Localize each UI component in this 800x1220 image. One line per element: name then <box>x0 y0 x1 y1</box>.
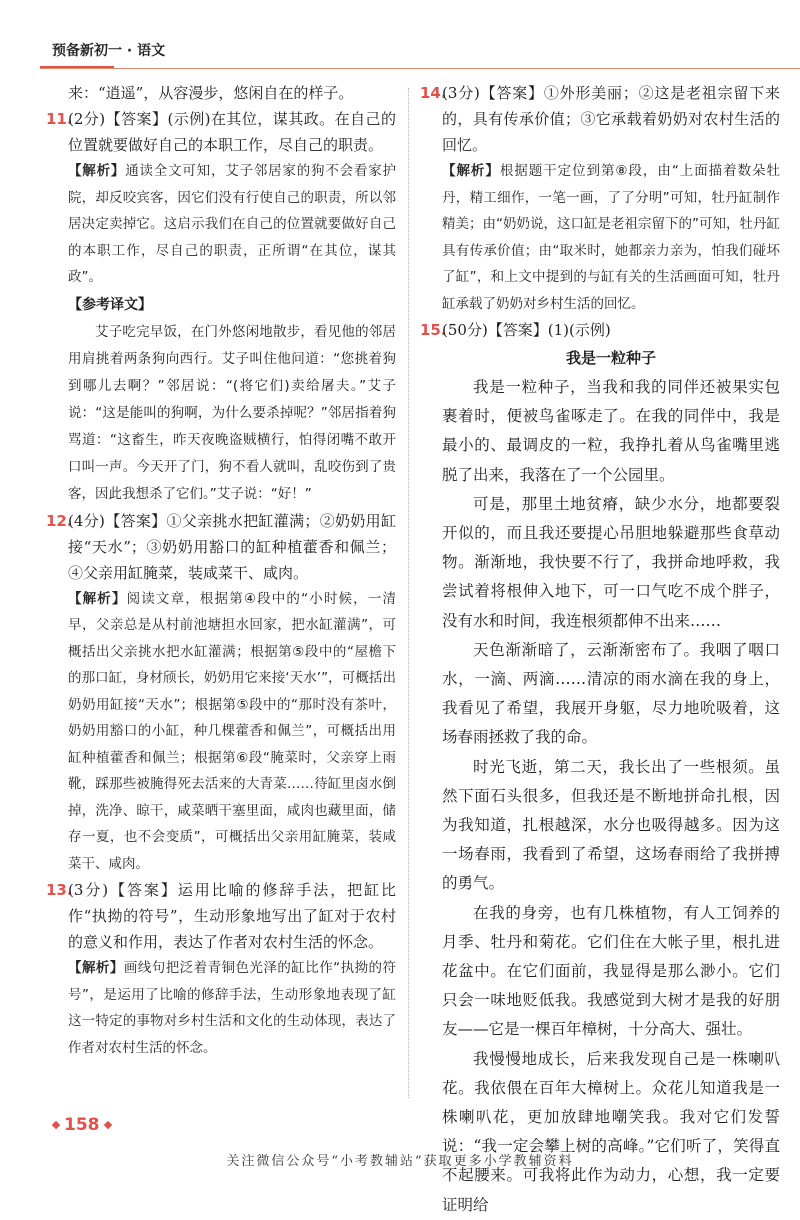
q11-answer: 11.(2分)【答案】(示例)在其位，谋其政。在自己的位置就要做好自己的本职工作，尽自己的职责。 <box>46 106 396 158</box>
q14-answer: 14.(3分)【答案】①外形美丽；②这是老祖宗留下来的，具有传承价值；③它承载着奶奶对农村生活的回忆。 <box>420 80 780 158</box>
q12-analysis: 【解析】阅读文章，根据第④段中的“小时候，一清早，父亲总是从村前池塘担水回家，把水缸灌满”，可概括出父亲挑水把水缸灌满；根据第⑤段中的“屋檐下的那口缸，身材颀长，奶奶用它来接‘天水’”，可概括出奶奶用缸接“天水”；根据第⑤段中的“那时没有茶叶，奶奶用豁口的小缸，种几棵藿香和佩兰”，可概括出用缸种植藿香和佩兰；根据第⑥段“腌菜时，父亲穿上雨靴，踩那些被腌得死去活来的大青菜……待缸里卤水倒掉，洗净、晾干，咸菜晒干塞里面，咸肉也藏里面，储存一夏，也不会变质”，可概括出父亲用缸腌菜，装咸菜干、咸肉。 <box>68 590 396 872</box>
question-12 <box>46 508 396 878</box>
q11-number: 11. <box>46 110 73 128</box>
q11-analysis: 【解析】通读全文可知，艾子邻居家的狗不会看家护院，却反咬宾客，因它们没有行使自己的职责，所以邻居决定卖掉它。这启示我们在自己的位置就要做好自己的本职工作，尽自己的职责，正所谓“在其位，谋其政”。 <box>68 163 397 285</box>
essay-paragraph-1: 我是一粒种子，当我和我的同伴还被果实包裹着时，便被鸟雀啄走了。在我的同伴中，我是最小的、最调皮的一粒，我挣扎着从鸟雀嘴里逃脱了出来，我落在了一个公园里。 <box>442 378 780 484</box>
q15-number: 15. <box>420 321 447 339</box>
footer-watermark: 关注微信公众号“小考教辅站”获取更多小学教辅资料 <box>226 1154 574 1169</box>
q11-translation: 艾子吃完早饭，在门外悠闲地散步，看见他的邻居用肩挑着两条狗向西行。艾子叫住他问道：“您挑着狗到哪儿去啊？”邻居说：“(将它们)卖给屠夫。”艾子说：“这是能叫的狗啊，为什么要杀掉呢？”邻居指着狗骂道：“这畜生，昨天夜晚盗贼横行，怕得闭嘴不敢开口叫一声。今天开了门，狗不看人就叫，乱咬伤到了贵客，因此我想杀了它们。”艾子说：“好！” <box>68 323 396 502</box>
left-column <box>46 80 396 1061</box>
essay-paragraph-4: 时光飞逝，第二天，我长出了一些根须。虽然下面石头很多，但我还是不断地拼命扎根，因为我知道，扎根越深，水分也吸得越多。因为这一场春雨，我看到了希望，这场春雨给了我拼搏的勇气。 <box>442 757 780 893</box>
q12-number: 12. <box>46 511 73 530</box>
essay-paragraph-2: 可是，那里土地贫瘠，缺少水分，地都要裂开似的，而且我还要提心吊胆地躲避那些食草动物。渐渐地，我快要不行了，我拼命地呼救，我尝试着将根伸入地下，可一口气吃不成个胖子，没有水和时间，我连根须都伸不出来…… <box>442 494 780 630</box>
essay-title: 我是一粒种子 <box>565 349 656 367</box>
q12-answer: 12.(4分)【答案】①父亲挑水把缸灌满；②奶奶用缸接“天水”；③奶奶用豁口的缸种植藿香和佩兰；④父亲用缸腌菜，装咸菜干、咸肉。 <box>46 508 396 586</box>
header-rule <box>40 68 800 69</box>
essay-paragraph-5: 在我的身旁，也有几株植物，有人工饲养的月季、牡丹和菊花。它们住在大帐子里，根扎进花盆中。在它们面前，我显得是那么渺小。它们只会一味地贬低我。我感觉到大树才是我的好朋友——它是一棵百年樟树，十分高大、强壮。 <box>442 903 780 1039</box>
right-column <box>420 80 780 1220</box>
q15-answer: 15.(50分)【答案】(1)(示例) <box>420 317 780 343</box>
q13-answer: 13.(3分)【答案】运用比喻的修辞手法，把缸比作“执拗的符号”，生动形象地写出了缸对于农村的意义和作用，表达了作者对农村生活的怀念。 <box>46 877 396 955</box>
q14-number: 14. <box>420 84 447 102</box>
column-divider <box>408 88 409 1098</box>
essay-paragraph-3: 天色渐渐暗了，云渐渐密布了。我咽了咽口水，一滴、两滴……清凉的雨水滴在我的身上，我看见了希望，我展开身躯，尽力地吮吸着，这场春雨拯救了我的命。 <box>442 640 780 747</box>
question-13 <box>46 877 396 1061</box>
q11-reference-heading: 【参考译文】 <box>68 296 152 313</box>
question-14 <box>420 80 780 317</box>
continued-line: 来：“逍遥”，从容漫步，悠闲自在的样子。 <box>68 84 354 102</box>
q13-analysis: 【解析】画线句把泛着青铜色光泽的缸比作“执拗的符号”，是运用了比喻的修辞手法，生动形象地表现了缸这一特定的事物对乡村生活和文化的生动体现，表达了作者对农村生活的怀念。 <box>68 960 396 1056</box>
page-number: 158 <box>48 1115 116 1135</box>
question-15 <box>420 317 780 1220</box>
question-11 <box>46 106 396 508</box>
book-title: 预备新初一 · 语文 <box>52 43 166 59</box>
q14-analysis: 【解析】根据题干定位到第⑧段，由“上面描着数朵牡丹，精工细作，一笔一画，了了分明”可知，牡丹缸制作精美；由“奶奶说，这口缸是老祖宗留下的”可知，牡丹缸具有传承价值；由“取米时，她都亲力亲为，怕我们碰坏了缸”，和上文中提到的与缸有关的生活画面可知，牡丹缸承载了奶奶对乡村生活的回忆。 <box>442 163 780 312</box>
diamond-icon <box>52 1121 60 1129</box>
q13-number: 13. <box>46 881 73 899</box>
diamond-icon <box>103 1121 111 1129</box>
essay-paragraph-6: 我慢慢地成长，后来我发现自己是一株喇叭花。我依偎在百年大樟树上。众花儿知道我是一株喇叭花，更加放肆地嘲笑我。我对它们发誓说：“我一定会攀上树的高峰。”它们听了，笑得直不起腰来。可我将此作为动力，心想，我一定要证明给 <box>442 1049 780 1214</box>
